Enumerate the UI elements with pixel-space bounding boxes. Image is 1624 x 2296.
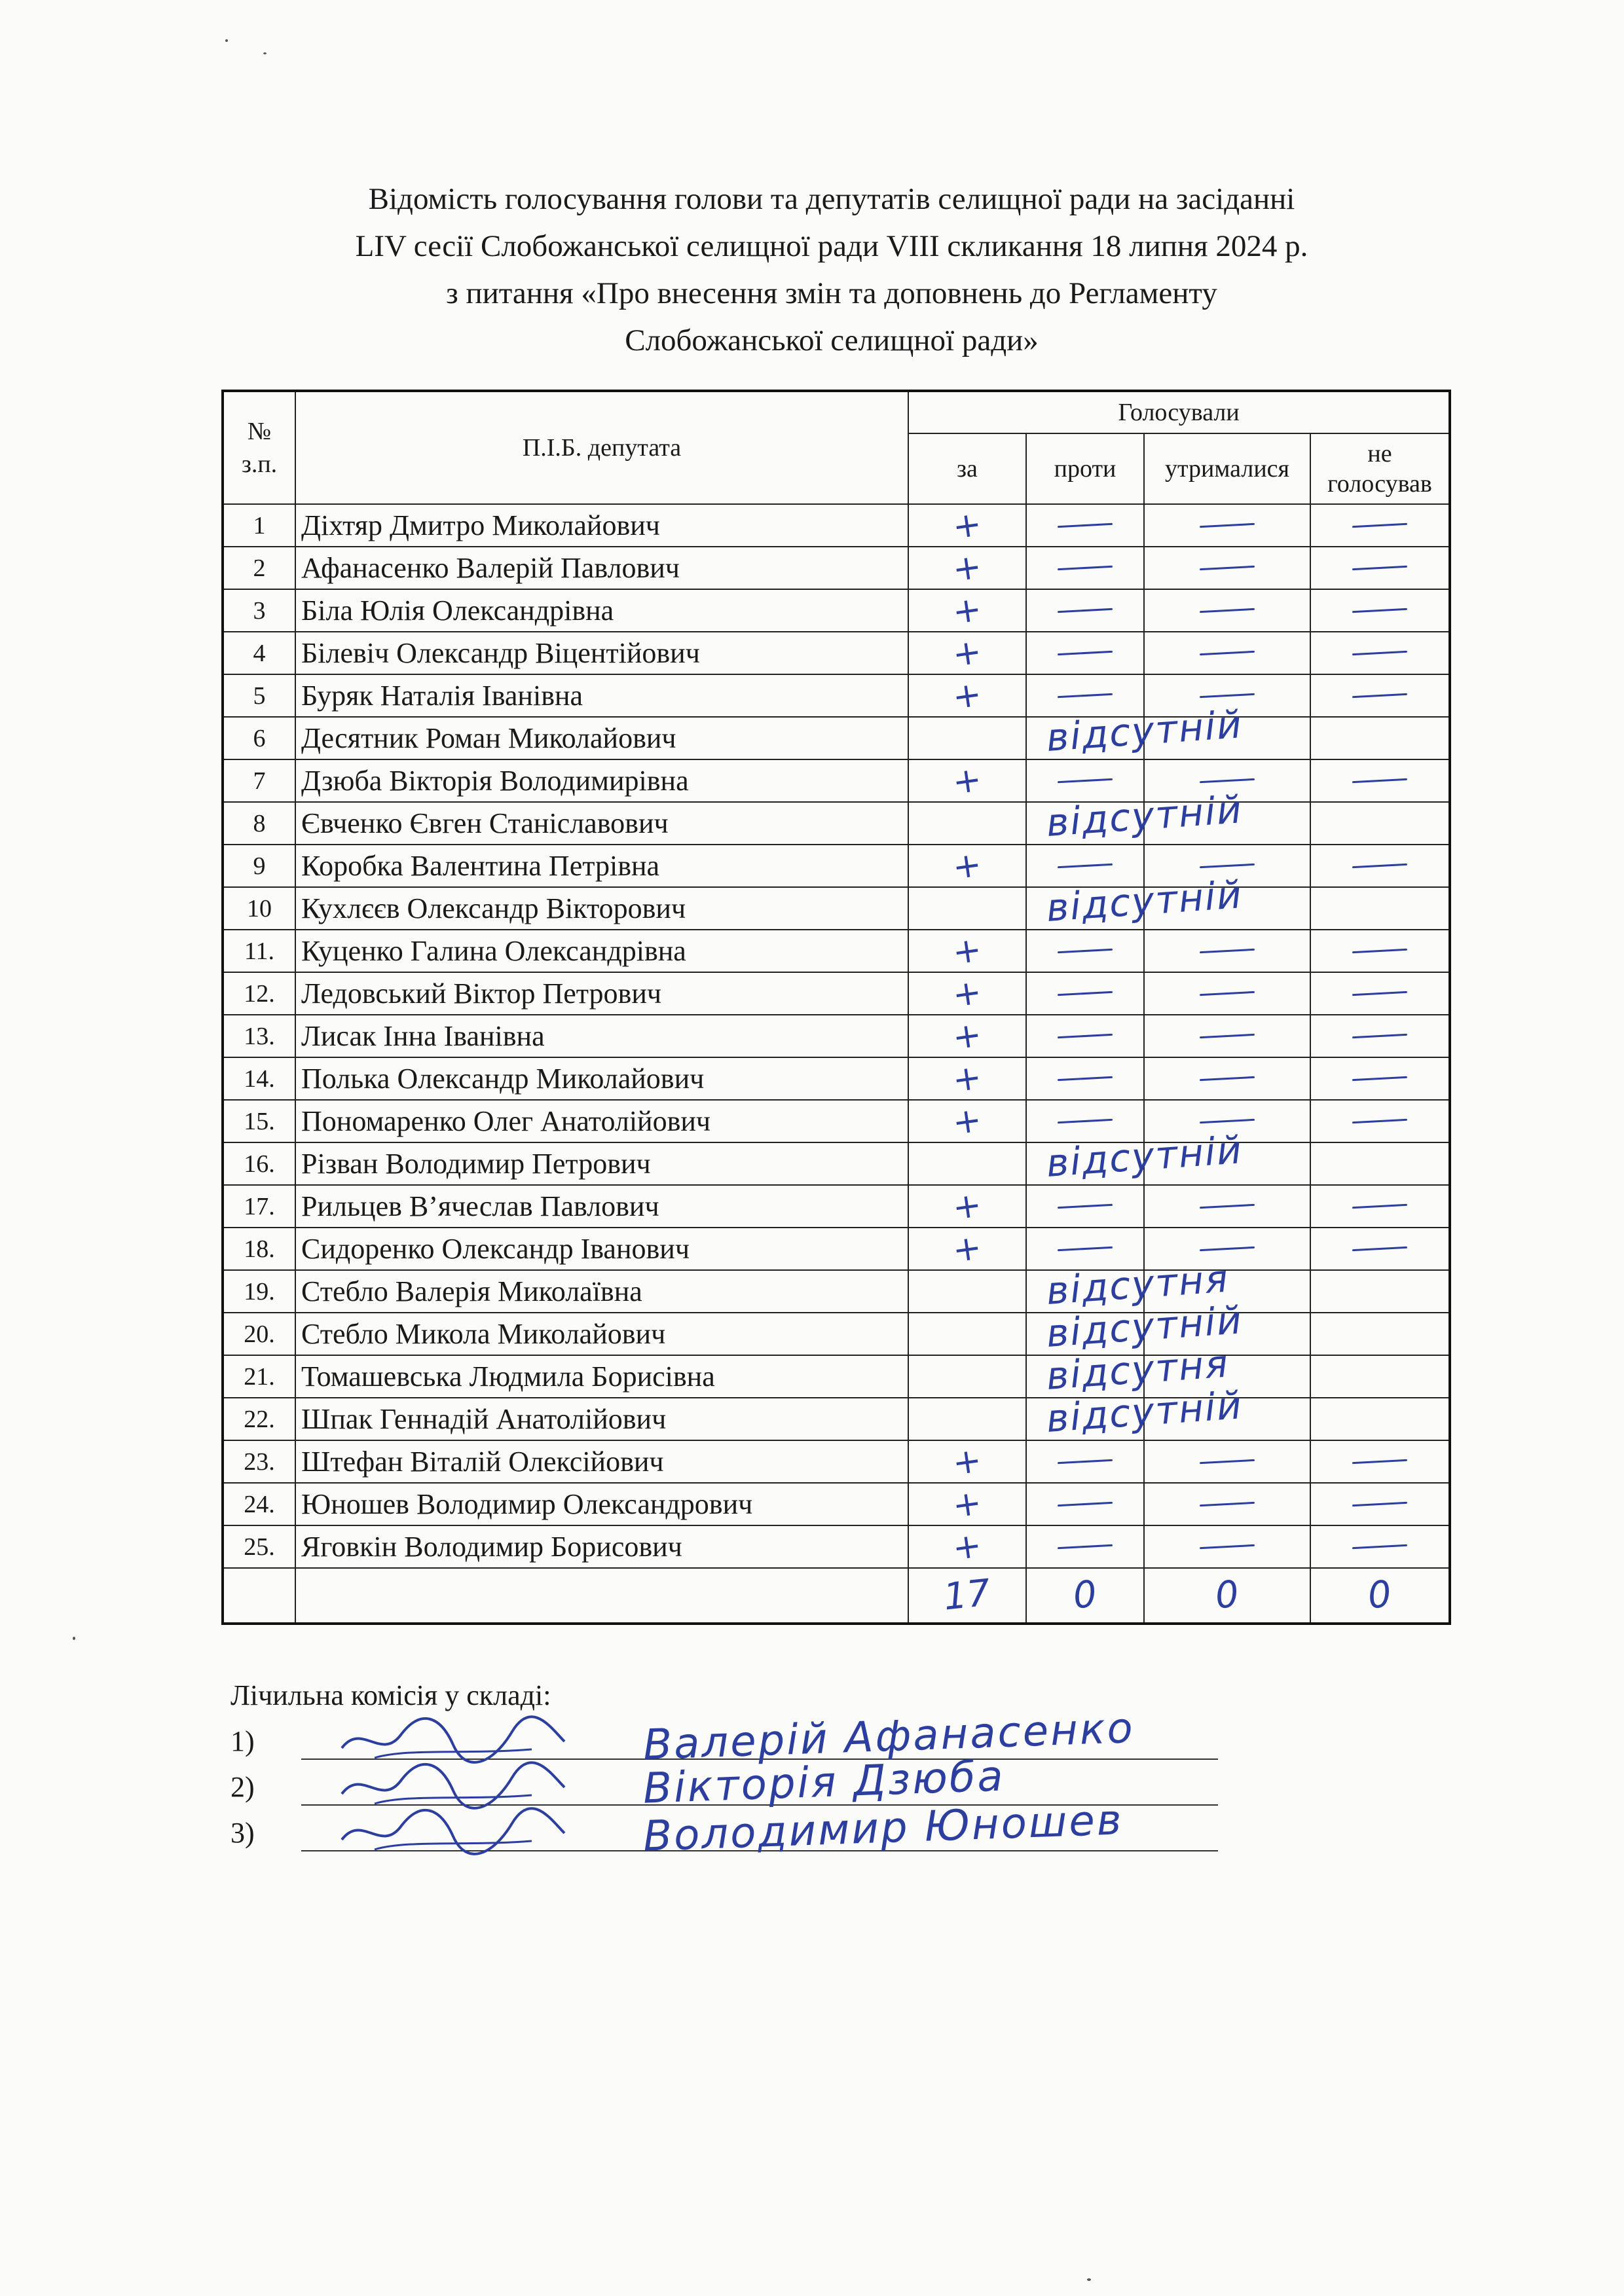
vote-abstained-cell [1144,930,1310,972]
vote-not-voted-cell [1310,930,1450,972]
handwritten-plus-mark: + [950,546,984,590]
heading-line-1: Відомість голосування голови та депутатів селищної ради на засіданні [368,182,1295,216]
vote-against-cell [1026,589,1144,632]
vote-abstained-cell [1144,972,1310,1015]
vote-against-cell [1026,1383,1244,1441]
vote-abstained-cell [1144,547,1310,589]
vote-not-voted-cell [1310,1313,1450,1355]
vote-abstained-cell [1144,717,1310,759]
paper-speck [1087,2278,1091,2281]
deputy-name: Шпак Геннадій Анатолійович [295,1398,908,1440]
deputy-name: Білевіч Олександр Віцентійович [295,632,908,674]
vote-for-cell [908,547,1026,589]
table-row [223,930,1450,972]
vote-not-voted-cell [1310,674,1450,717]
deputy-name: Коробка Валентина Петрівна [295,845,908,887]
table-row [223,972,1450,1015]
vote-abstained-cell [1144,632,1310,674]
deputy-name: Сидоренко Олександр Іванович [295,1228,908,1270]
handwritten-dash-mark [1200,566,1255,570]
table-row [223,759,1450,802]
handwritten-absent-note: відсутній [1044,787,1244,845]
vote-not-voted-cell [1310,632,1450,674]
row-number: 12. [223,972,295,1015]
vote-abstained-cell [1144,1483,1310,1525]
vote-against-cell [1026,930,1144,972]
handwritten-plus-mark: + [950,1440,984,1484]
handwritten-absent-note: відсутня [1044,1341,1230,1398]
handwritten-dash-mark [1200,949,1255,953]
handwritten-dash-mark [1058,778,1113,783]
handwritten-dash-mark [1058,693,1113,698]
vote-for-cell [908,1057,1026,1100]
handwritten-plus-mark: + [950,674,984,718]
table-row [223,589,1450,632]
table-row [223,1355,1450,1398]
handwritten-dash-mark [1352,608,1407,613]
row-number: 11. [223,930,295,972]
handwritten-absent-note: відсутній [1044,702,1244,760]
handwritten-dash-mark [1200,523,1255,528]
vote-for-cell [908,759,1026,802]
handwritten-plus-mark: + [950,972,984,1015]
table-row [223,1057,1450,1100]
handwritten-dash-mark [1058,1502,1113,1506]
vote-not-voted-cell [1310,547,1450,589]
deputy-name: Юношев Володимир Олександрович [295,1483,908,1525]
paper-speck [225,39,228,42]
vote-for-cell [908,972,1026,1015]
total-against: 0 [1071,1573,1099,1618]
handwritten-dash-mark [1200,1544,1255,1549]
table-row [223,802,1450,845]
handwritten-dash-mark [1352,1544,1407,1549]
table-row [223,1483,1450,1525]
deputy-name: Ледовський Віктор Петрович [295,972,908,1015]
total-for: 17 [942,1571,993,1619]
handwritten-dash-mark [1200,1204,1255,1209]
handwritten-dash-mark [1058,608,1113,613]
vote-not-voted-cell [1310,802,1450,845]
vote-for-cell [908,632,1026,674]
vote-against-cell [1026,1440,1144,1483]
member-number: 3) [231,1817,255,1849]
row-number: 1 [223,504,295,547]
total-not-voted: 0 [1365,1573,1394,1618]
handwritten-dash-mark [1352,1204,1407,1209]
handwritten-dash-mark [1200,991,1255,996]
handwritten-dash-mark [1200,1034,1255,1038]
vote-for-cell [908,1270,1026,1313]
vote-abstained-cell [1144,1440,1310,1483]
row-number: 3 [223,589,295,632]
deputy-name: Десятник Роман Миколайович [295,717,908,759]
deputy-name: Штефан Віталій Олексійович [295,1440,908,1483]
total-abstained: 0 [1213,1573,1242,1618]
table-row [223,504,1450,547]
vote-for-cell [908,1228,1026,1270]
vote-against-cell [1026,1185,1144,1228]
vote-not-voted-cell [1310,1057,1450,1100]
deputy-name: Куценко Галина Олександрівна [295,930,908,972]
handwritten-dash-mark [1352,778,1407,783]
table-row [223,674,1450,717]
table-row [223,1142,1450,1185]
document-heading [196,175,1467,364]
column-header-name: П.І.Б. депутата [295,391,908,504]
vote-against-cell [1026,1015,1144,1057]
vote-against-cell [1026,787,1244,845]
vote-not-voted-cell [1310,1483,1450,1525]
member-number: 2) [231,1771,255,1803]
table-row [223,1525,1450,1568]
handwritten-dash-mark [1058,1459,1113,1464]
row-number: 16. [223,1142,295,1185]
vote-not-voted-cell [1310,589,1450,632]
handwritten-dash-mark [1200,1502,1255,1506]
handwritten-plus-mark: + [950,1227,984,1271]
vote-for-cell [908,802,1026,845]
handwritten-dash-mark [1200,1119,1255,1123]
vote-for-cell [908,845,1026,887]
row-number: 19. [223,1270,295,1313]
table-row [223,1440,1450,1483]
row-number: 6 [223,717,295,759]
column-header-number: № з.п. [223,391,295,504]
table-row [223,1185,1450,1228]
table-row [223,717,1450,759]
table-row [223,1015,1450,1057]
handwritten-absent-note: відсутня [1044,1256,1230,1313]
column-header-for: за [908,433,1026,504]
column-header-against: проти [1026,433,1144,504]
column-header-not-voted: не голосував [1310,433,1450,504]
vote-not-voted-cell [1310,845,1450,887]
vote-not-voted-cell [1310,1142,1450,1185]
deputy-name: Біла Юлія Олександрівна [295,589,908,632]
handwritten-dash-mark [1352,651,1407,655]
handwritten-dash-mark [1352,991,1407,996]
row-number: 7 [223,759,295,802]
deputy-name: Томашевська Людмила Борисівна [295,1355,908,1398]
row-number: 23. [223,1440,295,1483]
handwritten-dash-mark [1058,523,1113,528]
vote-for-cell [908,930,1026,972]
deputy-name: Лисак Інна Іванівна [295,1015,908,1057]
row-number: 15. [223,1100,295,1142]
table-row [223,1270,1450,1313]
column-header-abstained: утрималися [1144,433,1310,504]
handwritten-dash-mark [1352,1502,1407,1506]
vote-abstained-cell [1144,504,1310,547]
vote-for-cell [908,1142,1026,1185]
vote-for-cell [908,589,1026,632]
vote-for-cell [908,1398,1026,1440]
row-number: 21. [223,1355,295,1398]
vote-not-voted-cell [1310,1228,1450,1270]
deputy-name: Афанасенко Валерій Павлович [295,547,908,589]
row-number: 4 [223,632,295,674]
handwritten-plus-mark: + [950,1184,984,1228]
vote-not-voted-cell [1310,1355,1450,1398]
deputy-name: Пономаренко Олег Анатолійович [295,1100,908,1142]
vote-not-voted-cell [1310,1185,1450,1228]
handwritten-plus-mark: + [950,1482,984,1526]
handwritten-dash-mark [1200,864,1255,868]
vote-for-cell [908,1100,1026,1142]
handwritten-dash-mark [1200,1459,1255,1464]
handwritten-plus-mark: + [950,631,984,675]
column-header-voted: Голосували [908,391,1450,433]
vote-abstained-cell [1144,887,1310,930]
row-number: 13. [223,1015,295,1057]
vote-for-cell [908,1355,1026,1398]
handwritten-dash-mark [1058,991,1113,996]
vote-not-voted-cell [1310,1525,1450,1568]
handwritten-plus-mark: + [950,503,984,547]
handwritten-dash-mark [1352,864,1407,868]
vote-not-voted-cell [1310,887,1450,930]
vote-not-voted-cell [1310,717,1450,759]
handwritten-dash-mark [1352,1034,1407,1038]
vote-abstained-cell [1144,1398,1310,1440]
vote-against-cell [1026,702,1244,760]
vote-abstained-cell [1144,1057,1310,1100]
vote-not-voted-cell [1310,1015,1450,1057]
vote-abstained-cell [1144,802,1310,845]
vote-for-cell [908,1015,1026,1057]
handwritten-dash-mark [1200,1247,1255,1251]
deputy-name: Полька Олександр Миколайович [295,1057,908,1100]
voting-table [221,390,1451,1625]
handwritten-plus-mark: + [950,929,984,973]
handwritten-dash-mark [1352,693,1407,698]
row-number: 9 [223,845,295,887]
handwritten-dash-mark [1058,1247,1113,1251]
handwritten-plus-mark: + [950,589,984,632]
deputy-name: Стебло Микола Миколайович [295,1313,908,1355]
handwritten-absent-note: відсутній [1044,1127,1244,1186]
handwritten-dash-mark [1352,1247,1407,1251]
table-row [223,1313,1450,1355]
vote-for-cell [908,674,1026,717]
row-number: 17. [223,1185,295,1228]
vote-against-cell [1026,1127,1244,1186]
handwritten-plus-mark: + [950,759,984,803]
deputy-name: Рильцев В’ячеслав Павлович [295,1185,908,1228]
vote-for-cell [908,504,1026,547]
handwritten-dash-mark [1058,1204,1113,1209]
handwritten-dash-mark [1200,651,1255,655]
vote-for-cell [908,1313,1026,1355]
signature-scribble [335,1800,571,1859]
vote-against-cell [1026,547,1144,589]
handwritten-plus-mark: + [950,1014,984,1058]
handwritten-dash-mark [1352,949,1407,953]
vote-against-cell [1026,1057,1144,1100]
vote-against-cell [1026,1483,1144,1525]
handwritten-plus-mark: + [950,1057,984,1101]
member-handwritten-name: Вікторія Дзюба [642,1752,1006,1813]
totals-empty-cell [223,1568,295,1624]
handwritten-dash-mark [1058,1119,1113,1123]
handwritten-dash-mark [1058,864,1113,868]
row-number: 14. [223,1057,295,1100]
totals-row [223,1568,1450,1624]
handwritten-plus-mark: + [950,1099,984,1143]
handwritten-dash-mark [1200,693,1255,698]
row-number: 18. [223,1228,295,1270]
row-number: 20. [223,1313,295,1355]
deputy-name: Стебло Валерія Миколаївна [295,1270,908,1313]
deputy-name: Яговкін Володимир Борисович [295,1525,908,1568]
handwritten-dash-mark [1352,1076,1407,1081]
commission-title: Лічильна комісія у складі: [231,1679,551,1711]
member-handwritten-name: Володимир Юношев [642,1796,1124,1861]
row-number: 2 [223,547,295,589]
table-row [223,632,1450,674]
deputy-name: Різван Володимир Петрович [295,1142,908,1185]
vote-against-cell [1026,504,1144,547]
member-number: 1) [231,1725,255,1757]
row-number: 8 [223,802,295,845]
deputy-name: Євченко Євген Станіславович [295,802,908,845]
member-handwritten-name: Валерій Афанасенко [642,1704,1135,1770]
deputy-name: Буряк Наталія Іванівна [295,674,908,717]
heading-line-2: LIV сесії Слобожанської селищної ради VIII скликання 18 липня 2024 р. [355,229,1308,263]
handwritten-dash-mark [1058,1076,1113,1081]
table-row [223,1228,1450,1270]
vote-abstained-cell [1144,1142,1310,1185]
commission-member-line [231,1796,1278,1861]
vote-abstained-cell [1144,1525,1310,1568]
table-row [223,547,1450,589]
deputy-name: Діхтяр Дмитро Миколайович [295,504,908,547]
vote-against-cell [1026,872,1244,930]
totals-empty-cell [295,1568,908,1624]
handwritten-absent-note: відсутній [1044,1298,1244,1356]
heading-line-3: з питання «Про внесення змін та доповнень до Регламенту [446,276,1217,310]
row-number: 25. [223,1525,295,1568]
row-number: 10 [223,887,295,930]
deputy-name: Дзюба Вікторія Володимирівна [295,759,908,802]
paper-speck [73,1637,75,1640]
table-row [223,1398,1450,1440]
handwritten-dash-mark [1352,566,1407,570]
table-body [223,504,1450,1568]
handwritten-absent-note: відсутній [1044,872,1244,930]
vote-for-cell [908,1483,1026,1525]
handwritten-absent-note: відсутній [1044,1383,1244,1441]
table-row [223,1100,1450,1142]
vote-not-voted-cell [1310,1100,1450,1142]
vote-against-cell [1026,972,1144,1015]
vote-not-voted-cell [1310,1398,1450,1440]
handwritten-dash-mark [1352,523,1407,528]
vote-against-cell [1026,1525,1144,1568]
paper-speck [263,52,267,54]
handwritten-plus-mark: + [950,1525,984,1569]
vote-abstained-cell [1144,1185,1310,1228]
vote-for-cell [908,717,1026,759]
vote-not-voted-cell [1310,759,1450,802]
vote-abstained-cell [1144,589,1310,632]
heading-line-4: Слобожанської селищної ради» [625,323,1039,357]
handwritten-plus-mark: + [950,844,984,888]
vote-against-cell [1026,632,1144,674]
handwritten-dash-mark [1058,1544,1113,1549]
row-number: 24. [223,1483,295,1525]
handwritten-dash-mark [1058,949,1113,953]
table-row [223,845,1450,887]
row-number: 5 [223,674,295,717]
handwritten-dash-mark [1352,1459,1407,1464]
vote-not-voted-cell [1310,1440,1450,1483]
vote-for-cell [908,1185,1026,1228]
handwritten-dash-mark [1058,566,1113,570]
handwritten-dash-mark [1058,651,1113,655]
row-number: 22. [223,1398,295,1440]
handwritten-dash-mark [1200,778,1255,783]
table-row [223,887,1450,930]
deputy-name: Кухлєєв Олександр Вікторович [295,887,908,930]
handwritten-dash-mark [1200,1076,1255,1081]
vote-for-cell [908,887,1026,930]
vote-not-voted-cell [1310,504,1450,547]
handwritten-dash-mark [1352,1119,1407,1123]
vote-abstained-cell [1144,1015,1310,1057]
vote-for-cell [908,1525,1026,1568]
vote-for-cell [908,1440,1026,1483]
handwritten-dash-mark [1058,1034,1113,1038]
vote-not-voted-cell [1310,972,1450,1015]
handwritten-dash-mark [1200,608,1255,613]
vote-not-voted-cell [1310,1270,1450,1313]
